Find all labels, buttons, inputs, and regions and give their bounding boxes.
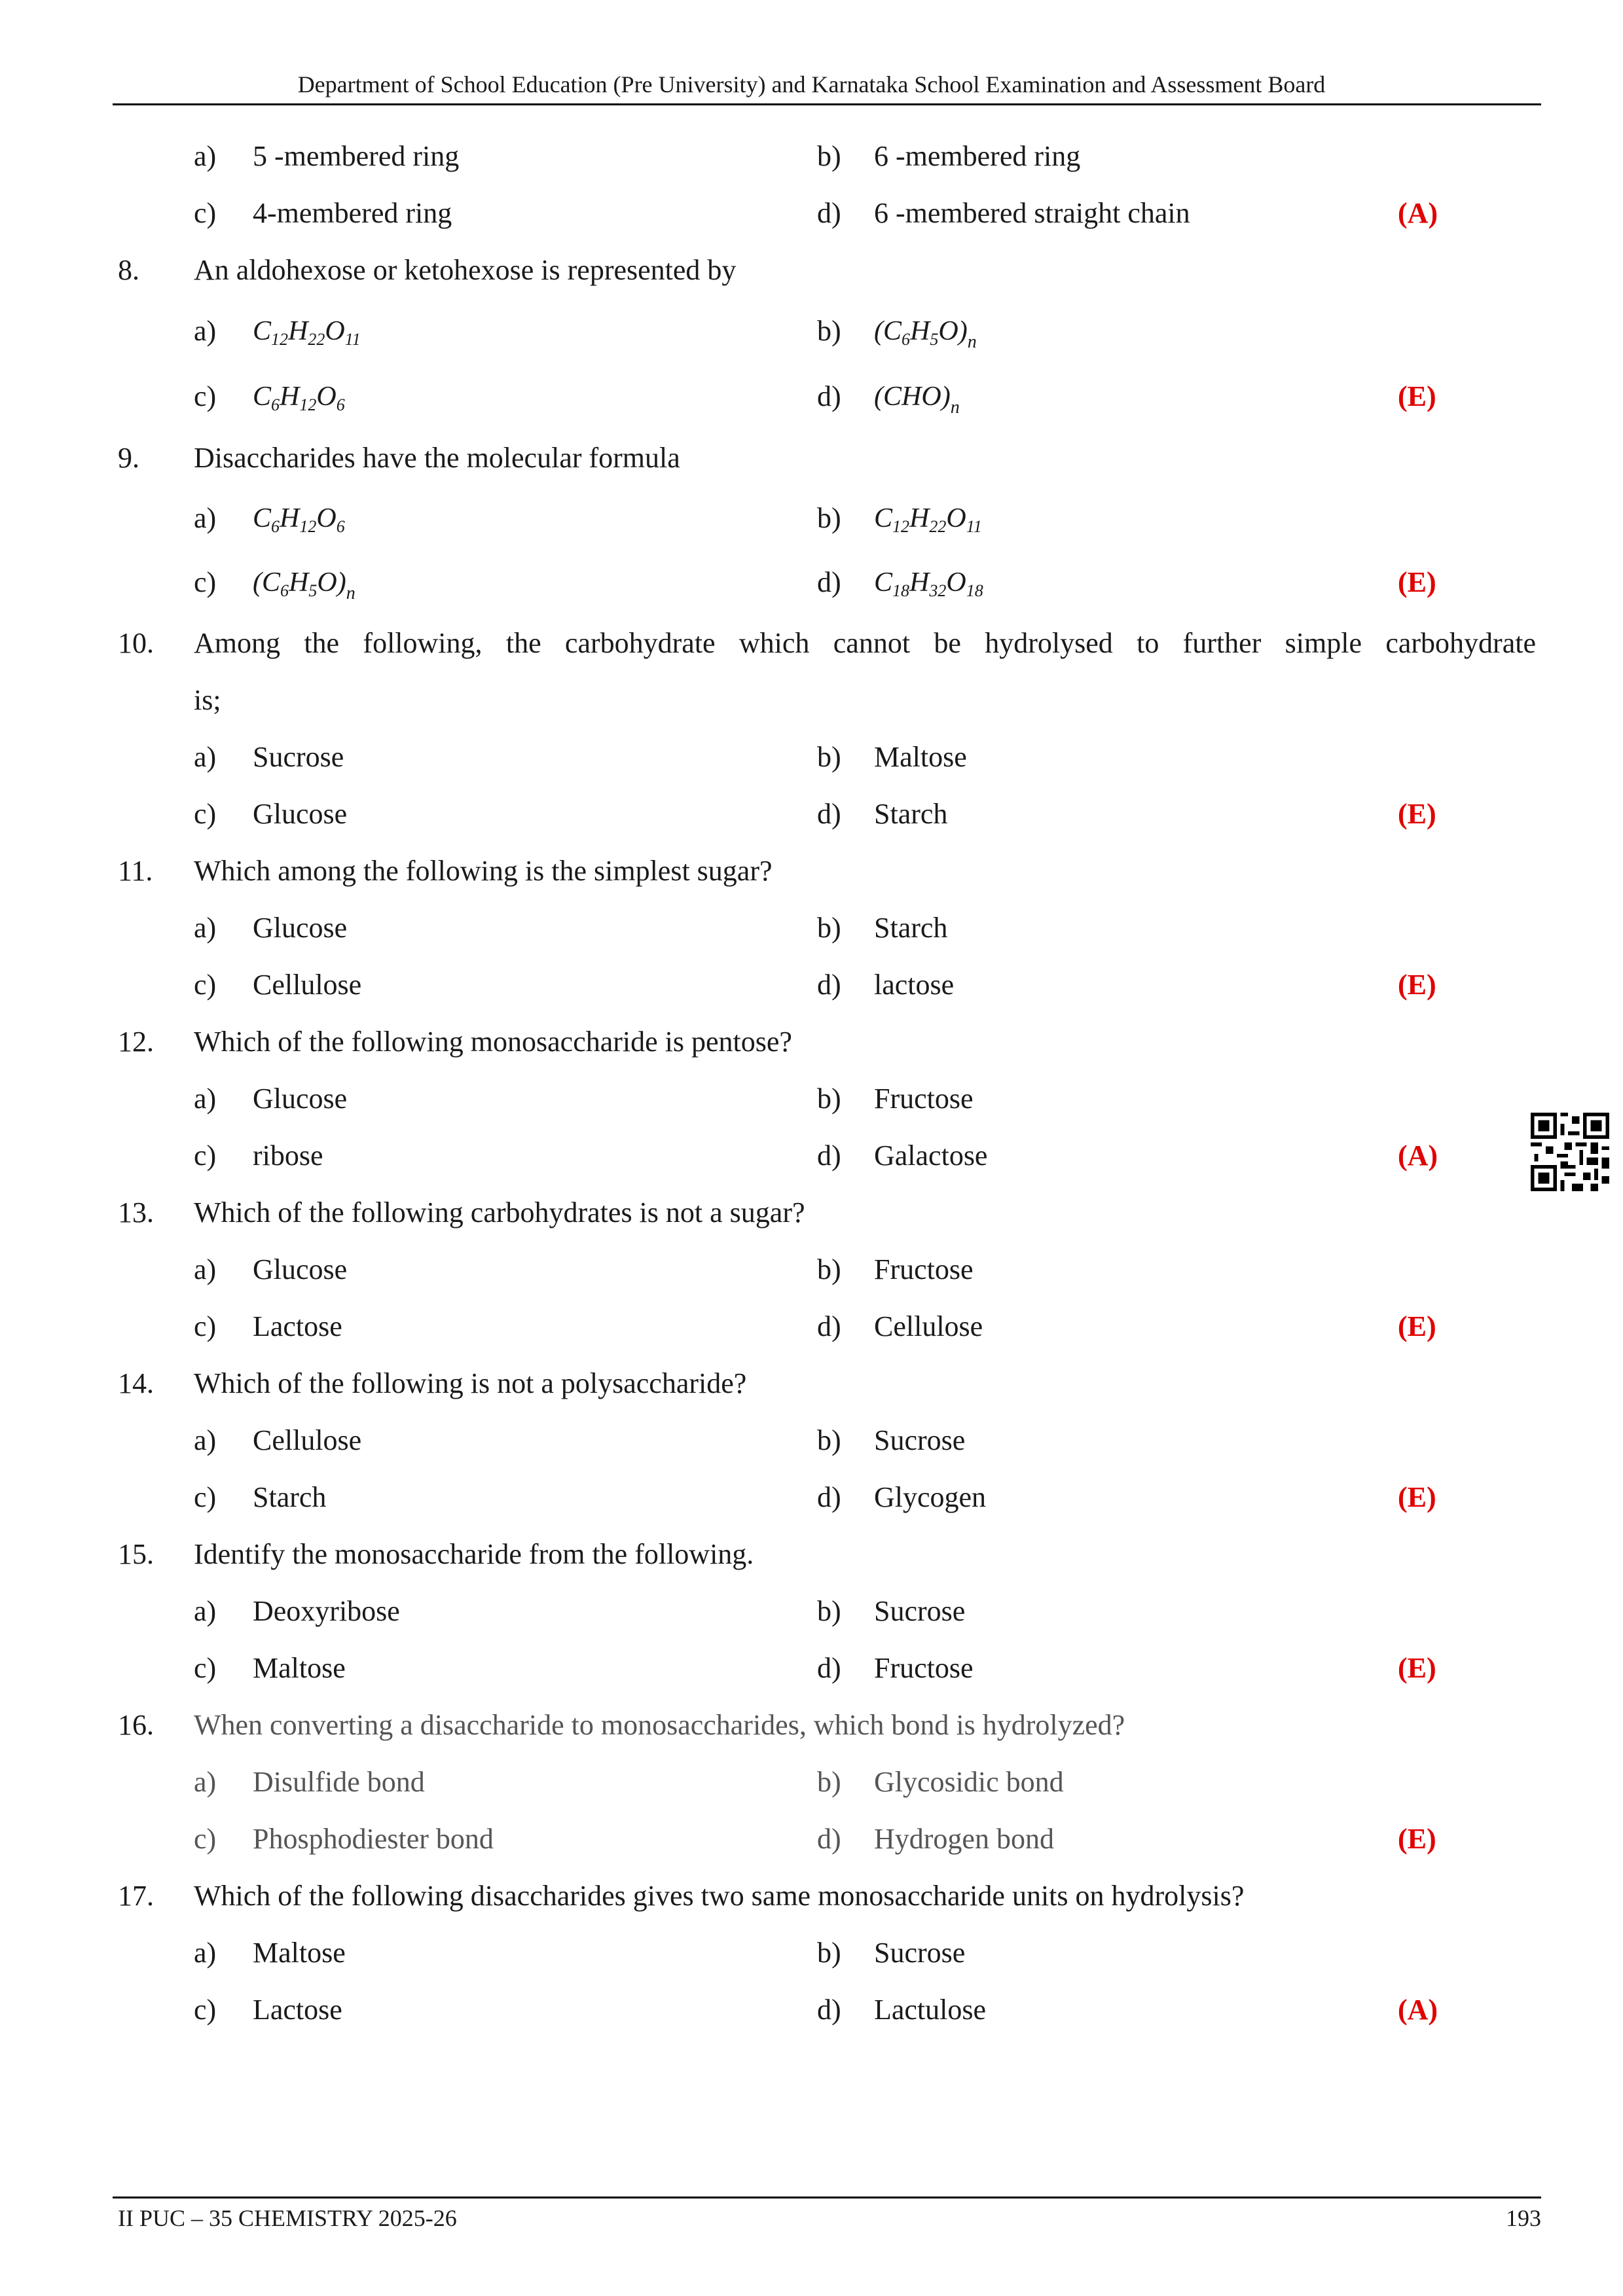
formula-option: $(C_6H_5O)_n$ [874, 316, 977, 352]
option-text: Lactulose [874, 1994, 987, 2026]
option-label: b) [817, 140, 841, 172]
option-label: d) [817, 1481, 841, 1513]
option-label: c) [194, 1994, 217, 2026]
question-row [0, 1355, 1623, 1412]
option-label: b) [817, 502, 841, 534]
option-label: a) [194, 315, 217, 347]
option-label: a) [194, 1595, 217, 1627]
question-number: 16. [118, 1709, 154, 1741]
option-text: Cellulose [874, 1310, 983, 1342]
question-row [0, 842, 1623, 899]
option-label: b) [817, 1766, 841, 1798]
option-label: c) [194, 1481, 217, 1513]
question-row [0, 242, 1623, 298]
answer-key: (E) [1398, 1481, 1436, 1513]
question-number: 14. [118, 1367, 154, 1399]
option-text: Maltose [874, 741, 967, 773]
answer-key: (A) [1398, 197, 1438, 229]
option-label: a) [194, 1253, 217, 1285]
option-text: Lactose [253, 1994, 342, 2026]
option-text: Deoxyribose [253, 1595, 400, 1627]
option-label: c) [194, 1652, 217, 1684]
answer-key: (E) [1398, 969, 1436, 1001]
question-row [0, 429, 1623, 486]
option-text: Glucose [253, 1083, 348, 1115]
option-label: d) [817, 1139, 841, 1172]
option-text: ribose [253, 1139, 323, 1172]
question-text: Which of the following is not a polysaccharide? [194, 1367, 747, 1399]
option-label: d) [817, 1994, 841, 2026]
options-row [0, 185, 1623, 242]
option-text: Glucose [253, 1253, 348, 1285]
options-row [0, 1127, 1623, 1184]
options-row [0, 785, 1623, 842]
option-label: d) [817, 1310, 841, 1342]
options-row [0, 364, 1623, 429]
option-label: b) [817, 1595, 841, 1627]
options-row [0, 550, 1623, 615]
option-text: Phosphodiester bond [253, 1823, 494, 1855]
option-text: Cellulose [253, 1424, 362, 1456]
option-text: Fructose [874, 1652, 974, 1684]
option-text: Starch [874, 798, 948, 830]
option-label: b) [817, 1083, 841, 1115]
option-label: c) [194, 197, 217, 229]
option-text: Sucrose [874, 1424, 966, 1456]
options-row [0, 1469, 1623, 1526]
question-text: Disaccharides have the molecular formula [194, 442, 680, 474]
option-text: Fructose [874, 1083, 974, 1115]
question-text: Among the following, the carbohydrate which cannot be hydrolysed to further simple carbohydrate [194, 627, 1536, 659]
option-text: 6 -membered ring [874, 140, 1081, 172]
options-row [0, 486, 1623, 550]
option-text: Sucrose [253, 741, 344, 773]
options-row [0, 1070, 1623, 1127]
options-row [0, 1924, 1623, 1981]
option-label: d) [817, 969, 841, 1001]
formula-option: $(C_6H_5O)_n$ [253, 567, 356, 603]
question-row [0, 1696, 1623, 1753]
option-label: b) [817, 1424, 841, 1456]
options-row [0, 1981, 1623, 2038]
option-text: 6 -membered straight chain [874, 197, 1190, 229]
option-text: 5 -membered ring [253, 140, 460, 172]
option-label: d) [817, 798, 841, 830]
question-number: 12. [118, 1026, 154, 1058]
answer-key: (E) [1398, 1652, 1436, 1684]
option-text: Glycogen [874, 1481, 987, 1513]
footer-rule [113, 2197, 1541, 2198]
option-text: Glucose [253, 798, 348, 830]
formula-option: $C_6H_{12}O_6$ [253, 382, 345, 414]
formula-option: $C_6H_{12}O_6$ [253, 503, 345, 536]
option-text: Starch [874, 912, 948, 944]
options-row [0, 899, 1623, 956]
question-text: Which of the following disaccharides gives two same monosaccharide units on hydrolysis? [194, 1880, 1245, 1912]
options-row [0, 1753, 1623, 1810]
question-row-continued [0, 672, 1623, 728]
answer-key: (E) [1398, 798, 1436, 830]
options-row [0, 1640, 1623, 1696]
page-number: 193 [1506, 2205, 1541, 2231]
question-number: 15. [118, 1538, 154, 1570]
option-label: c) [194, 566, 217, 598]
option-label: d) [817, 197, 841, 229]
option-text: Cellulose [253, 969, 362, 1001]
answer-key: (A) [1398, 1139, 1438, 1172]
question-number: 8. [118, 254, 139, 286]
options-row [0, 1241, 1623, 1298]
option-label: a) [194, 1424, 217, 1456]
option-text: Lactose [253, 1310, 342, 1342]
question-number: 10. [118, 627, 154, 659]
question-text: is; [194, 684, 221, 716]
question-row [0, 615, 1623, 672]
option-label: a) [194, 502, 217, 534]
header-rule [113, 103, 1541, 105]
question-row [0, 1867, 1623, 1924]
option-label: c) [194, 969, 217, 1001]
option-label: b) [817, 912, 841, 944]
option-label: c) [194, 798, 217, 830]
option-text: Fructose [874, 1253, 974, 1285]
qr-code[interactable] [1531, 1113, 1609, 1191]
answer-key: (E) [1398, 380, 1436, 412]
options-row [0, 298, 1623, 364]
option-label: d) [817, 1652, 841, 1684]
option-text: Maltose [253, 1937, 346, 1969]
option-label: c) [194, 1823, 217, 1855]
option-label: c) [194, 1310, 217, 1342]
formula-option: $C_{12}H_{22}O_{11}$ [874, 503, 982, 536]
option-text: Galactose [874, 1139, 988, 1172]
question-number: 13. [118, 1196, 154, 1229]
option-text: Glucose [253, 912, 348, 944]
options-row [0, 128, 1623, 185]
question-text: Identify the monosaccharide from the following. [194, 1538, 754, 1570]
answer-key: (E) [1398, 1310, 1436, 1342]
option-label: a) [194, 1766, 217, 1798]
question-text: An aldohexose or ketohexose is represented by [194, 254, 737, 286]
options-row [0, 1412, 1623, 1469]
question-number: 9. [118, 442, 139, 474]
answer-key: (E) [1398, 1823, 1436, 1855]
option-text: Glycosidic bond [874, 1766, 1064, 1798]
options-row [0, 728, 1623, 785]
formula-option: $C_{18}H_{32}O_{18}$ [874, 567, 983, 600]
option-label: a) [194, 1083, 217, 1115]
option-label: b) [817, 1253, 841, 1285]
option-text: Disulfide bond [253, 1766, 425, 1798]
question-text: Which of the following carbohydrates is not a sugar? [194, 1196, 805, 1229]
option-label: b) [817, 1937, 841, 1969]
footer-course-title: II PUC – 35 CHEMISTRY 2025-26 [118, 2205, 457, 2231]
options-row [0, 1583, 1623, 1640]
options-row [0, 956, 1623, 1013]
option-label: a) [194, 741, 217, 773]
option-label: d) [817, 380, 841, 412]
option-label: c) [194, 1139, 217, 1172]
option-label: b) [817, 741, 841, 773]
question-text: Which of the following monosaccharide is pentose? [194, 1026, 792, 1058]
question-number: 17. [118, 1880, 154, 1912]
option-text: 4-membered ring [253, 197, 452, 229]
option-text: Sucrose [874, 1937, 966, 1969]
option-text: Starch [253, 1481, 327, 1513]
option-label: a) [194, 1937, 217, 1969]
option-label: d) [817, 566, 841, 598]
question-row [0, 1184, 1623, 1241]
formula-option: $(CHO)_n$ [874, 382, 960, 418]
question-row [0, 1526, 1623, 1583]
answer-key: (A) [1398, 1994, 1438, 2026]
option-label: c) [194, 380, 217, 412]
options-row [0, 1298, 1623, 1355]
option-text: Maltose [253, 1652, 346, 1684]
option-label: b) [817, 315, 841, 347]
option-label: a) [194, 140, 217, 172]
option-text: lactose [874, 969, 955, 1001]
formula-option: $C_{12}H_{22}O_{11}$ [253, 316, 361, 349]
question-list [0, 128, 1623, 2038]
question-row [0, 1013, 1623, 1070]
options-row [0, 1810, 1623, 1867]
question-text: When converting a disaccharide to monosaccharides, which bond is hydrolyzed? [194, 1709, 1125, 1741]
question-number: 11. [118, 855, 153, 887]
answer-key: (E) [1398, 566, 1436, 598]
question-text: Which among the following is the simplest sugar? [194, 855, 773, 887]
option-text: Hydrogen bond [874, 1823, 1054, 1855]
page-header: Department of School Education (Pre University) and Karnataka School Examination and Assessment Board [297, 71, 1326, 98]
option-label: d) [817, 1823, 841, 1855]
option-label: a) [194, 912, 217, 944]
option-text: Sucrose [874, 1595, 966, 1627]
